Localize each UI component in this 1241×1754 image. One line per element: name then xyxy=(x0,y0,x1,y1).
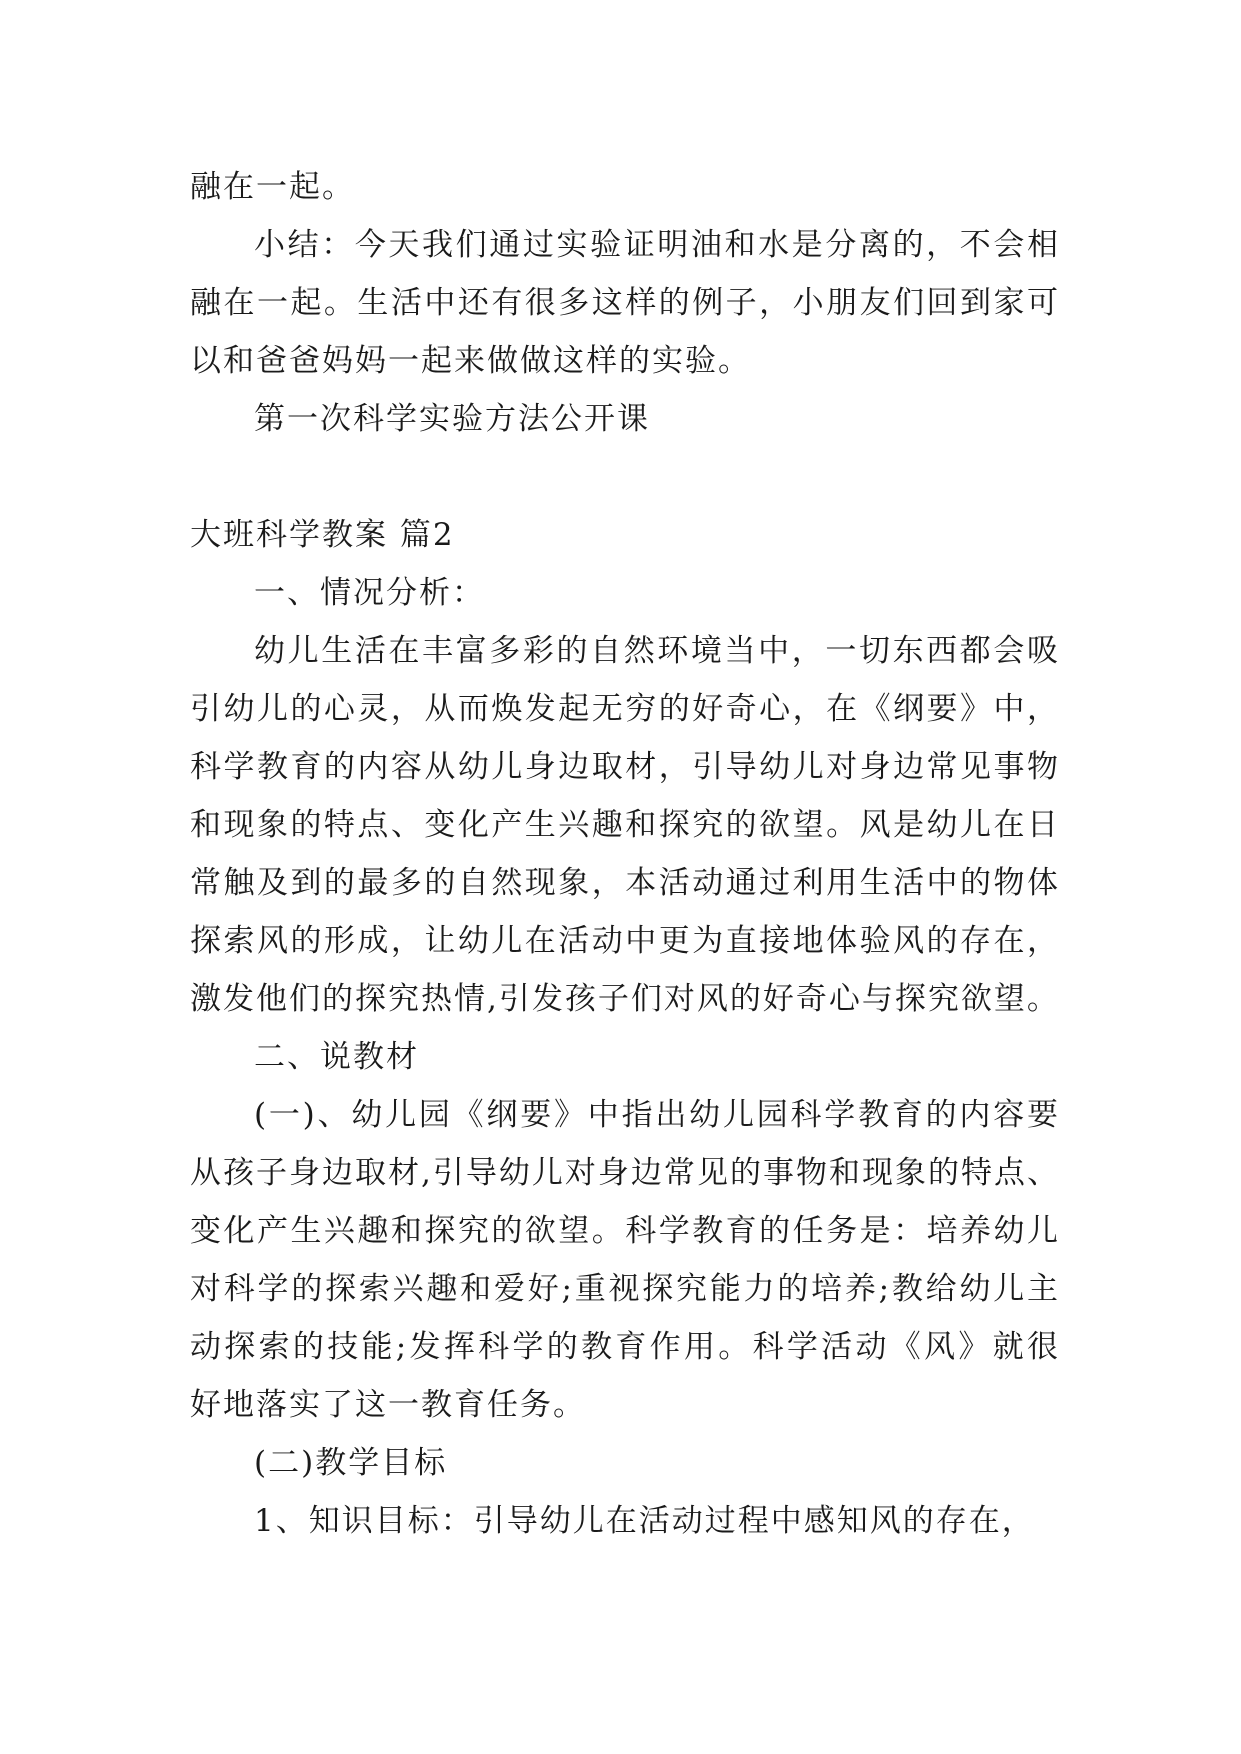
section-heading: 大班科学教案 篇2 xyxy=(190,517,455,553)
document-body xyxy=(190,158,1060,1550)
paragraph-situation-analysis: 幼儿生活在丰富多彩的自然环境当中，一切东西都会吸引幼儿的心灵，从而焕发起无穷的好奇心，在《纲要》中，科学教育的内容从幼儿身边取材，引导幼儿对身边常见事物和现象的特点、变化产生兴趣和探究的欲望。风是幼儿在日常触及到的最多的自然现象，本活动通过利用生活中的物体探索风的形成，让幼儿在活动中更为直接地体验风的存在，激发他们的探究热情,引发孩子们对风的好奇心与探究欲望。 xyxy=(190,633,1060,1017)
paragraph-knowledge-goal: 1、知识目标：引导幼儿在活动过程中感知风的存在， xyxy=(254,1503,1035,1539)
subheading-situation-analysis: 一、情况分析： xyxy=(254,575,485,611)
subheading-teaching-goals: (二)教学目标 xyxy=(254,1445,448,1481)
paragraph-summary: 小结：今天我们通过实验证明油和水是分离的，不会相融在一起。生活中还有很多这样的例子，小朋友们回到家可以和爸爸妈妈一起来做做这样的实验。 xyxy=(190,227,1060,379)
paragraph-continuation: 融在一起。 xyxy=(190,169,355,205)
paragraph-teaching-material: (一)、幼儿园《纲要》中指出幼儿园科学教育的内容要从孩子身边取材,引导幼儿对身边常见的事物和现象的特点、变化产生兴趣和探究的欲望。科学教育的任务是：培养幼儿对科学的探索兴趣和爱好;重视探究能力的培养;教给幼儿主动探索的技能;发挥科学的教育作用。科学活动《风》就很好地落实了这一教育任务。 xyxy=(190,1097,1060,1423)
blank-line xyxy=(190,448,1060,506)
paragraph-course-title: 第一次科学实验方法公开课 xyxy=(254,401,650,437)
subheading-teaching-material: 二、说教材 xyxy=(254,1039,419,1075)
